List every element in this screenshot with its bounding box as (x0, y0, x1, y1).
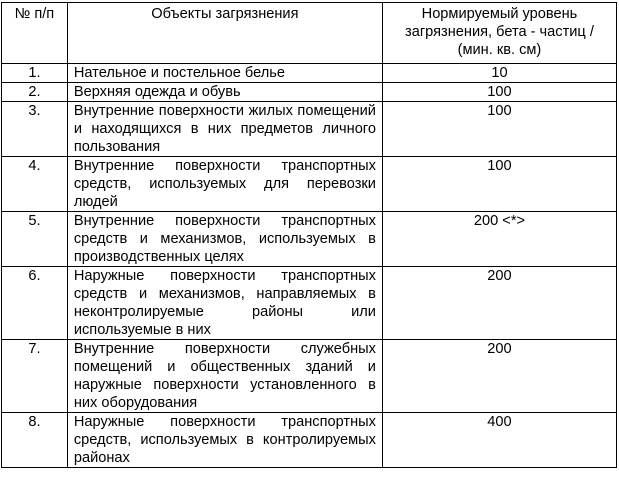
table-header-row (2, 3, 617, 64)
row-object: Наружные поверхности транспортных средств, используемых в контролируемых районах (67, 413, 382, 468)
row-num: 7. (2, 340, 68, 413)
row-level: 100 (382, 83, 616, 102)
row-num: 5. (2, 212, 68, 267)
table-row (2, 267, 617, 340)
row-level: 200 (382, 267, 616, 340)
table-row (2, 413, 617, 468)
row-num: 3. (2, 102, 68, 157)
table-row (2, 157, 617, 212)
row-object: Нательное и постельное белье (67, 64, 382, 83)
table-row (2, 83, 617, 102)
row-object: Внутренние поверхности служебных помещений и общественных зданий и наружные поверхности установленного в них оборудования (67, 340, 382, 413)
row-object: Наружные поверхности транспортных средств и механизмов, направляемых в неконтролируемые районы или используемые в них (67, 267, 382, 340)
row-level: 100 (382, 157, 616, 212)
row-object: Внутренние поверхности жилых помещений и находящихся в них предметов личного пользования (67, 102, 382, 157)
contamination-norms-table (1, 2, 617, 468)
row-level: 10 (382, 64, 616, 83)
header-object: Объекты загрязнения (67, 3, 382, 64)
row-object: Верхняя одежда и обувь (67, 83, 382, 102)
row-num: 4. (2, 157, 68, 212)
header-num: № п/п (2, 3, 68, 64)
row-num: 8. (2, 413, 68, 468)
header-level: Нормируемый уровень загрязнения, бета - частиц / (мин. кв. см) (382, 3, 616, 64)
table-row (2, 340, 617, 413)
row-object: Внутренние поверхности транспортных средств, используемых для перевозки людей (67, 157, 382, 212)
row-level: 400 (382, 413, 616, 468)
table-row (2, 212, 617, 267)
row-num: 1. (2, 64, 68, 83)
row-object: Внутренние поверхности транспортных средств и механизмов, используемых в производственных целях (67, 212, 382, 267)
row-num: 6. (2, 267, 68, 340)
row-num: 2. (2, 83, 68, 102)
table-row (2, 102, 617, 157)
table-row (2, 64, 617, 83)
row-level: 200 (382, 340, 616, 413)
row-level: 200 <*> (382, 212, 616, 267)
row-level: 100 (382, 102, 616, 157)
